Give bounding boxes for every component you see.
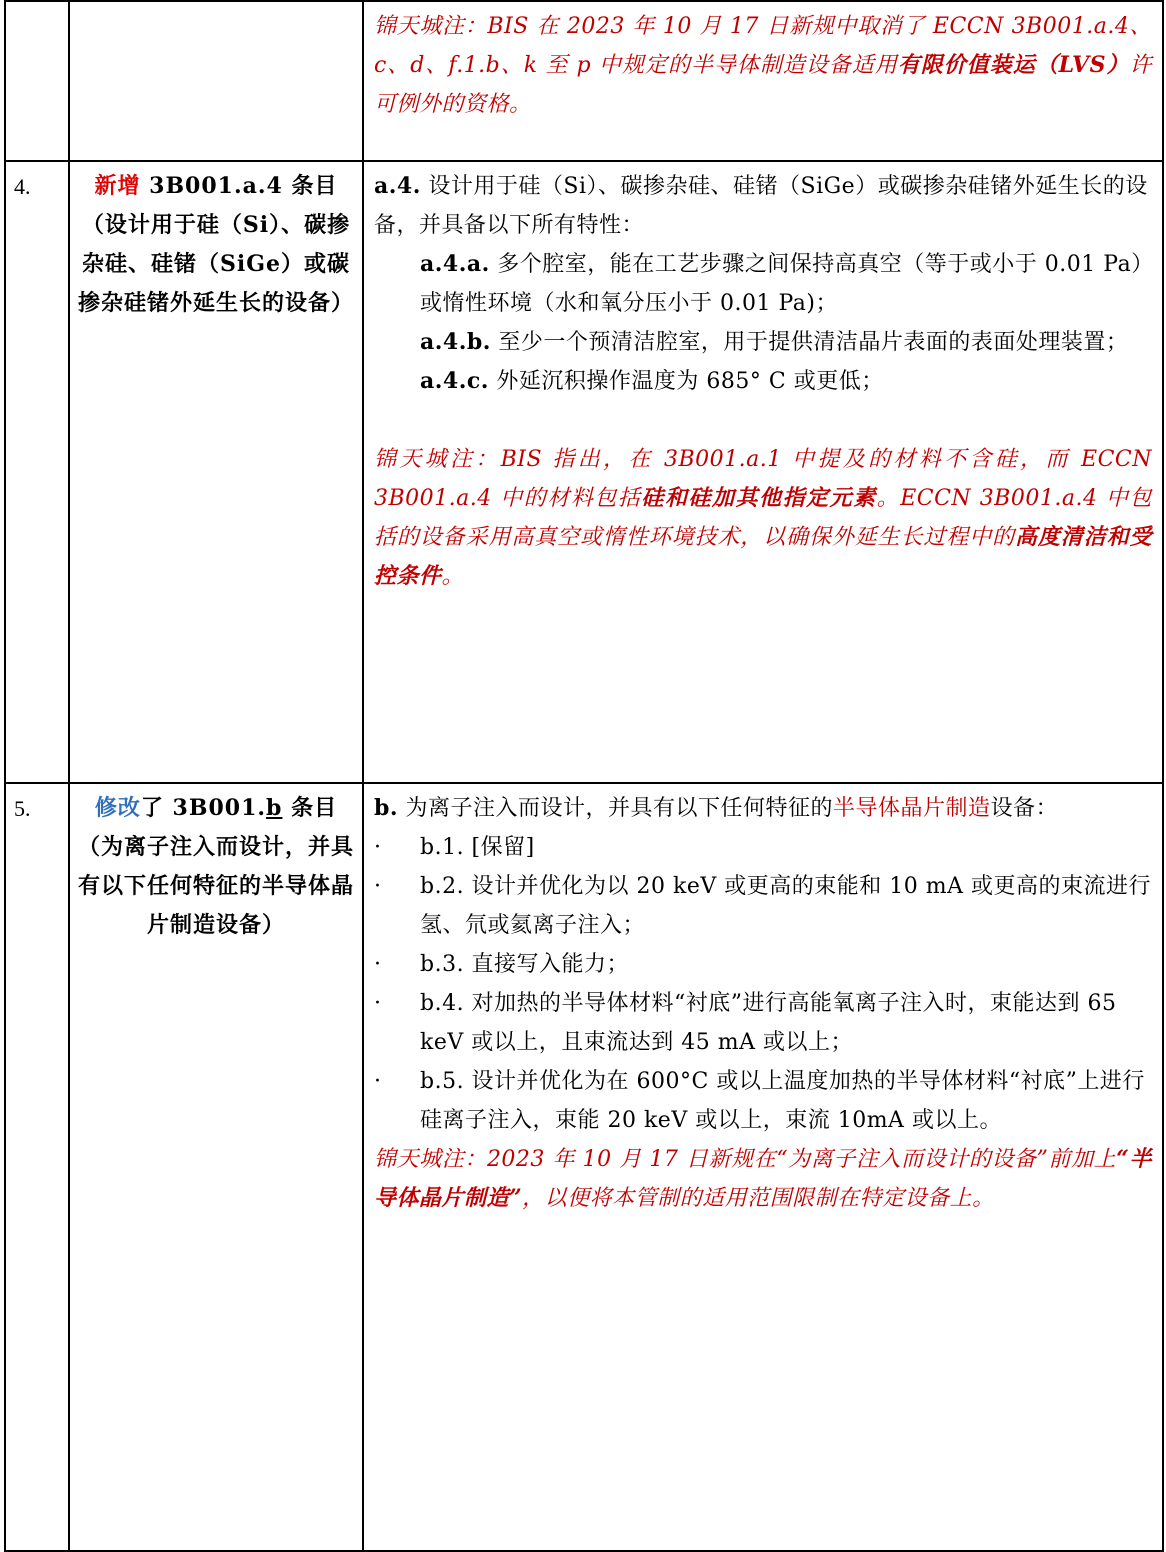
entry-code: 3B001.a.4 条目 <box>140 173 338 199</box>
note-text: ，以便将本管制的适用范围限制在特定设备上。 <box>522 1186 995 1211</box>
item-text: b.3. 直接写入能力； <box>420 952 630 977</box>
note-text: 。ECCN 3B001.a.4 中包括的设备采用高真空或惰性环境技术，以确保外延生长过程中的 <box>374 486 1152 550</box>
list-item <box>374 828 1152 867</box>
clause-item <box>374 245 1152 323</box>
bullet-icon: · <box>374 835 382 860</box>
note-text: 锦天城注：BIS 在 2023 年 10 月 17 日新规中取消了 ECCN 3B001.a.4、c、d、f.1.b、k 至 p 中规定的半导体制造设备适用 <box>374 14 1152 78</box>
description-cell <box>363 1 1163 161</box>
entry-title <box>69 783 363 1551</box>
lvs-note <box>374 7 1152 124</box>
clause-item <box>374 323 1152 362</box>
description-cell <box>363 161 1163 783</box>
title-cell <box>69 1 363 161</box>
item-label: a.4.c. <box>420 368 489 394</box>
ion-note <box>374 1140 1152 1218</box>
item-text: 至少一个预清洁腔室，用于提供清洁晶片表面的表面处理装置； <box>490 330 1129 355</box>
table-row-5 <box>5 783 1163 1551</box>
entry-code: 了 3B001. <box>140 795 267 821</box>
list-item <box>374 945 1152 984</box>
clause-text: 设备： <box>990 796 1059 821</box>
regulation-table <box>4 0 1164 1552</box>
note-text: 锦天城注：2023 年 10 月 17 日新规在“为离子注入而设计的设备”前加上 <box>374 1147 1117 1172</box>
item-label: a.4.b. <box>420 329 491 355</box>
table-row-continued <box>5 1 1163 161</box>
list-item <box>374 984 1152 1062</box>
note-emphasis: “半导体晶片制造” <box>374 1146 1152 1211</box>
list-item <box>374 867 1152 945</box>
bullet-icon: · <box>374 952 382 977</box>
modified-tag: 修改 <box>94 795 141 821</box>
clause-text: 设计用于硅（Si）、碳掺杂硅、硅锗（SiGe）或碳掺杂硅锗外延生长的设备，并具备以下所有特性： <box>374 174 1148 238</box>
entry-code: 条目 <box>282 795 338 821</box>
list-item <box>374 1062 1152 1140</box>
bullet-icon: · <box>374 874 382 899</box>
clause-added-text: 半导体晶片制造 <box>833 796 991 821</box>
entry-title-text: （设计用于硅（Si）、碳掺杂硅、硅锗（SiGe）或碳掺杂硅锗外延生长的设备） <box>77 212 354 316</box>
item-text: b.4. 对加热的半导体材料“衬底”进行高能氧离子注入时，束能达到 65 keV 或以上，且束流达到 45 mA 或以上； <box>420 991 1117 1055</box>
item-text: b.2. 设计并优化为以 20 keV 或更高的束能和 10 mA 或更高的束流进行氢、氘或氦离子注入； <box>420 874 1151 938</box>
item-text: b.1. [保留] <box>420 835 535 860</box>
clause-text: 为离子注入而设计，并具有以下任何特征的 <box>398 796 834 821</box>
clause-intro <box>374 789 1152 828</box>
silicon-note <box>374 440 1152 596</box>
note-emphasis: 有限价值装运（LVS） <box>897 52 1130 78</box>
note-text: 许可例外的资格。 <box>374 53 1152 117</box>
note-emphasis: 硅和硅加其他指定元素 <box>641 485 877 511</box>
entry-title <box>69 161 363 783</box>
number-cell <box>5 1 69 161</box>
row-number: 5. <box>5 783 69 1551</box>
item-text: b.5. 设计并优化为在 600°C 或以上温度加热的半导体材料“衬底”上进行硅离子注入，束能 20 keV 或以上，束流 10mA 或以上。 <box>420 1069 1145 1133</box>
clause-label: b. <box>374 795 399 821</box>
table-row-4 <box>5 161 1163 783</box>
clause-label: a.4. <box>374 173 421 199</box>
item-text: 多个腔室，能在工艺步骤之间保持高真空（等于或小于 0.01 Pa）或惰性环境（水和氧分压小于 0.01 Pa)； <box>420 252 1143 316</box>
clause-intro <box>374 167 1152 245</box>
item-label: a.4.a. <box>420 251 490 277</box>
item-text: 外延沉积操作温度为 685° C 或更低； <box>488 369 884 394</box>
clause-item <box>374 362 1152 401</box>
description-cell <box>363 783 1163 1551</box>
note-text: 锦天城注：BIS 指出，在 3B001.a.1 中提及的材料不含硅，而 ECCN 3B001.a.4 中的材料包括 <box>374 447 1152 511</box>
note-emphasis: 高度清洁和受控条件 <box>374 524 1152 589</box>
entry-code-underlined: b <box>266 795 283 821</box>
row-number: 4. <box>5 161 69 783</box>
note-text: 。 <box>441 564 465 589</box>
entry-title-text: （为离子注入而设计，并具有以下任何特征的半导体晶片制造设备） <box>77 834 354 938</box>
added-tag: 新增 <box>94 173 141 199</box>
bullet-icon: · <box>374 1069 382 1094</box>
bullet-icon: · <box>374 991 382 1016</box>
